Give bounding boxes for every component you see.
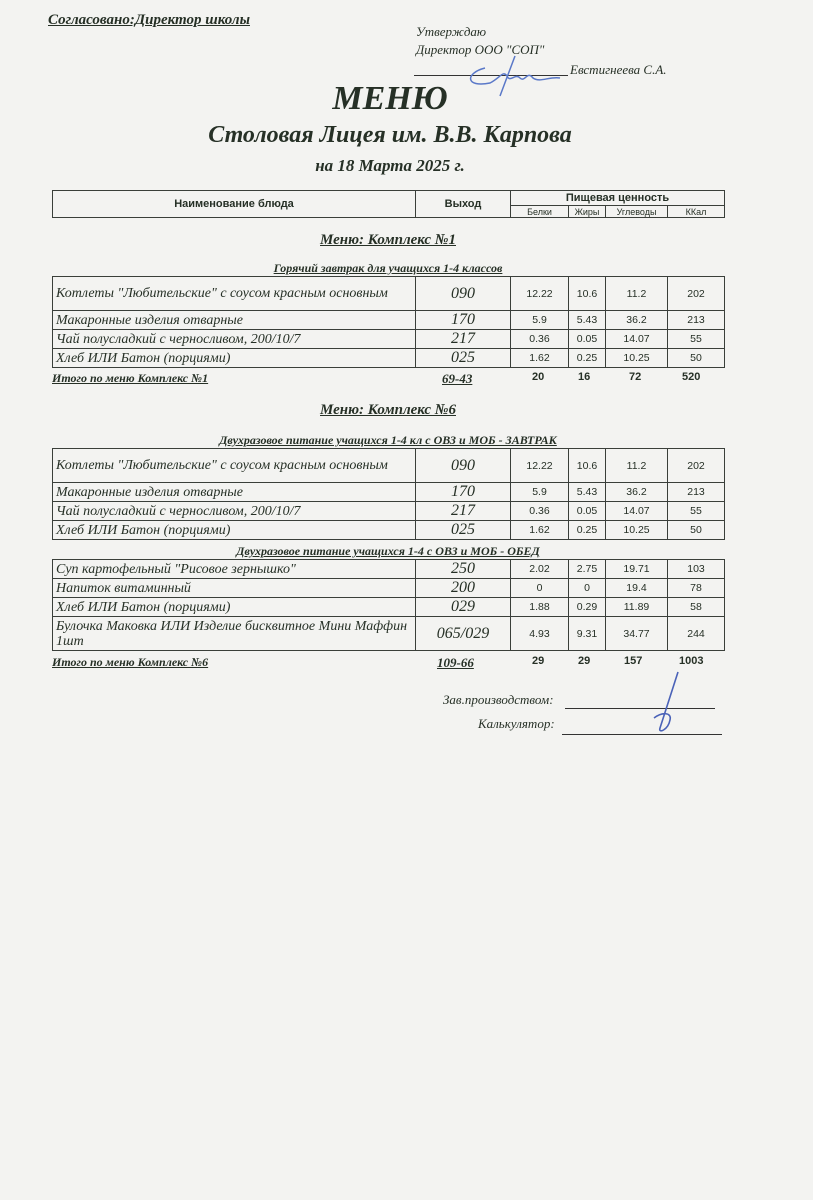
dish-fat: 5.43 (569, 311, 606, 330)
dish-kcal: 58 (668, 598, 725, 617)
total-fat: 29 (578, 655, 591, 667)
total-kcal: 1003 (679, 655, 704, 667)
dish-protein: 4.93 (511, 617, 569, 651)
signature-icon (640, 668, 690, 738)
page-title: МЕНЮ (332, 80, 448, 117)
table-row (53, 330, 725, 349)
dish-kcal: 50 (668, 349, 725, 368)
dish-fat: 2.75 (569, 560, 606, 579)
total-yield: 109-66 (437, 655, 474, 670)
complex6-breakfast-table (52, 448, 725, 540)
page-date: на 18 Марта 2025 г. (315, 156, 465, 175)
col-protein: Белки (511, 206, 569, 218)
col-yield: Выход (416, 191, 511, 218)
dish-kcal: 202 (668, 449, 725, 483)
approve-label: Утверждаю (416, 24, 487, 39)
dish-yield: 217 (416, 330, 511, 349)
dish-fat: 10.6 (569, 277, 606, 311)
approver-title: Директор ООО "СОП" (416, 42, 545, 57)
dish-name: Макаронные изделия отварные (53, 311, 416, 330)
col-fat: Жиры (569, 206, 606, 218)
dish-protein: 12.22 (511, 277, 569, 311)
dish-carbs: 11.89 (606, 598, 668, 617)
dish-carbs: 11.2 (606, 277, 668, 311)
dish-fat: 0.29 (569, 598, 606, 617)
dish-name: Хлеб ИЛИ Батон (порциями) (53, 521, 416, 540)
complex1-title: Меню: Комплекс №1 (320, 232, 456, 248)
dish-fat: 10.6 (569, 449, 606, 483)
dish-protein: 5.9 (511, 311, 569, 330)
dish-name: Напиток витаминный (53, 579, 416, 598)
table-row (53, 617, 725, 651)
header-table (52, 190, 725, 218)
dish-carbs: 14.07 (606, 330, 668, 349)
table-row (53, 502, 725, 521)
dish-fat: 0.25 (569, 349, 606, 368)
dish-kcal: 213 (668, 311, 725, 330)
approver-name: Евстигнеева С.А. (570, 62, 667, 77)
dish-name: Чай полусладкий с черносливом, 200/10/7 (53, 502, 416, 521)
dish-protein: 5.9 (511, 483, 569, 502)
dish-kcal: 202 (668, 277, 725, 311)
dish-yield: 029 (416, 598, 511, 617)
table-row (53, 483, 725, 502)
col-nutrition: Пищевая ценность (511, 191, 725, 206)
table-row (53, 598, 725, 617)
dish-protein: 0.36 (511, 502, 569, 521)
dish-protein: 12.22 (511, 449, 569, 483)
dish-name: Хлеб ИЛИ Батон (порциями) (53, 598, 416, 617)
complex6-total (52, 655, 724, 669)
table-row (53, 560, 725, 579)
col-name: Наименование блюда (53, 191, 416, 218)
dish-carbs: 36.2 (606, 483, 668, 502)
table-row (53, 579, 725, 598)
complex1-group: Горячий завтрак для учащихся 1-4 классов (273, 261, 503, 275)
table-row (53, 349, 725, 368)
page-subtitle: Столовая Лицея им. В.В. Карпова (208, 122, 572, 148)
dish-kcal: 55 (668, 502, 725, 521)
dish-carbs: 11.2 (606, 449, 668, 483)
total-fat: 16 (578, 371, 591, 383)
complex6-title: Меню: Комплекс №6 (320, 402, 456, 418)
production-label: Зав.производством: (443, 692, 554, 707)
dish-name: Суп картофельный "Рисовое зернышко" (53, 560, 416, 579)
dish-protein: 0 (511, 579, 569, 598)
dish-fat: 0.05 (569, 502, 606, 521)
total-yield: 69-43 (442, 371, 473, 386)
dish-carbs: 19.4 (606, 579, 668, 598)
dish-yield: 217 (416, 502, 511, 521)
dish-carbs: 34.77 (606, 617, 668, 651)
dish-carbs: 14.07 (606, 502, 668, 521)
dish-carbs: 10.25 (606, 349, 668, 368)
dish-name: Котлеты "Любительские" с соусом красным основным (53, 449, 416, 483)
complex6-group2: Двухразовое питание учащихся 1-4 с ОВЗ и МОБ - ОБЕД (236, 544, 540, 558)
dish-protein: 1.62 (511, 521, 569, 540)
dish-fat: 9.31 (569, 617, 606, 651)
dish-protein: 0.36 (511, 330, 569, 349)
agreed-label: Согласовано:Директор школы (48, 12, 250, 28)
dish-fat: 5.43 (569, 483, 606, 502)
dish-kcal: 78 (668, 579, 725, 598)
total-carbs: 157 (624, 655, 643, 667)
dish-carbs: 36.2 (606, 311, 668, 330)
dish-kcal: 244 (668, 617, 725, 651)
dish-fat: 0.05 (569, 330, 606, 349)
dish-protein: 1.88 (511, 598, 569, 617)
total-label: Итого по меню Комплекс №6 (52, 655, 209, 669)
table-row (53, 277, 725, 311)
dish-yield: 025 (416, 349, 511, 368)
total-kcal: 520 (682, 371, 701, 383)
dish-name: Макаронные изделия отварные (53, 483, 416, 502)
dish-kcal: 50 (668, 521, 725, 540)
dish-kcal: 103 (668, 560, 725, 579)
dish-yield: 170 (416, 483, 511, 502)
dish-fat: 0.25 (569, 521, 606, 540)
total-protein: 29 (532, 655, 545, 667)
total-carbs: 72 (629, 371, 642, 383)
dish-fat: 0 (569, 579, 606, 598)
col-kcal: ККал (668, 206, 725, 218)
dish-yield: 200 (416, 579, 511, 598)
complex1-table (52, 276, 725, 368)
complex1-total (52, 371, 724, 385)
dish-name: Булочка Маковка ИЛИ Изделие бисквитное Мини Маффин 1шт (53, 617, 416, 651)
table-row (53, 449, 725, 483)
dish-kcal: 213 (668, 483, 725, 502)
dish-protein: 2.02 (511, 560, 569, 579)
complex6-lunch-table (52, 559, 725, 651)
total-protein: 20 (532, 371, 545, 383)
calculator-label: Калькулятор: (478, 716, 555, 731)
dish-name: Котлеты "Любительские" с соусом красным основным (53, 277, 416, 311)
dish-yield: 025 (416, 521, 511, 540)
dish-kcal: 55 (668, 330, 725, 349)
dish-protein: 1.62 (511, 349, 569, 368)
col-carbs: Углеводы (606, 206, 668, 218)
table-row (53, 521, 725, 540)
dish-yield: 065/029 (416, 617, 511, 651)
dish-carbs: 10.25 (606, 521, 668, 540)
table-row (53, 311, 725, 330)
dish-name: Хлеб ИЛИ Батон (порциями) (53, 349, 416, 368)
dish-yield: 170 (416, 311, 511, 330)
dish-name: Чай полусладкий с черносливом, 200/10/7 (53, 330, 416, 349)
total-label: Итого по меню Комплекс №1 (52, 371, 209, 385)
dish-yield: 250 (416, 560, 511, 579)
dish-yield: 090 (416, 449, 511, 483)
dish-carbs: 19.71 (606, 560, 668, 579)
complex6-group1: Двухразовое питание учащихся 1-4 кл с ОВЗ и МОБ - ЗАВТРАК (219, 433, 557, 447)
dish-yield: 090 (416, 277, 511, 311)
